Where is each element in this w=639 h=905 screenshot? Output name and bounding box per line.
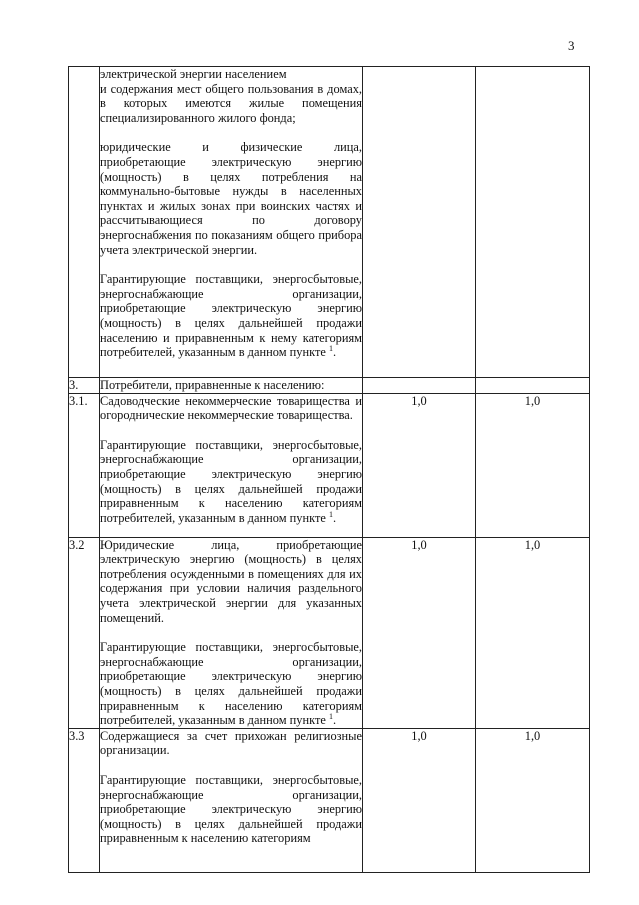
item-description <box>100 378 363 394</box>
description-paragraph <box>100 438 362 526</box>
item-number <box>69 67 100 378</box>
table-row <box>69 378 590 394</box>
coefficient-value-2: 1,0 <box>476 537 590 728</box>
paragraph-gap <box>100 257 362 272</box>
description-paragraph <box>100 140 362 257</box>
coefficient-value-2: 1,0 <box>476 393 590 537</box>
paragraph-tail: . <box>332 345 337 360</box>
coefficient-value-2 <box>476 378 590 394</box>
paragraph-gap <box>100 423 362 438</box>
coefficient-value-2 <box>476 67 590 378</box>
description-paragraph <box>100 272 362 360</box>
item-number: 3.2 <box>69 537 100 728</box>
coefficient-value-1: 1,0 <box>363 393 476 537</box>
coefficient-value-1 <box>363 67 476 378</box>
tariff-table <box>68 66 590 873</box>
paragraph-text: Гарантирующие поставщики, энергосбытовые, энергоснабжающие организации, приобретающие электрическую энергию (мощность) в целях дальнейшей продажи приравненным к населению категориям потребителей, указанным в данном пункте <box>100 437 362 525</box>
paragraph-text: Гарантирующие поставщики, энергосбытовые, энергоснабжающие организации, приобретающие электрическую энергию (мощность) в целях дальнейшей продажи приравненным к населению категориям потребителей, указанным в данном пункте <box>100 640 362 728</box>
description-paragraph <box>100 640 362 728</box>
item-description <box>100 393 363 537</box>
paragraph-gap <box>100 625 362 640</box>
coefficient-value-1: 1,0 <box>363 537 476 728</box>
footnote-marker: 1 <box>328 509 333 519</box>
description-paragraph <box>100 394 362 423</box>
table-row <box>69 393 590 537</box>
item-number: 3.1. <box>69 393 100 537</box>
table-body <box>69 67 590 873</box>
table-row <box>69 67 590 378</box>
description-paragraph <box>100 729 362 758</box>
paragraph-text: юридические и физические лица, приобретающие электрическую энергию (мощность) в целях потребления на коммунально-бытовые нужды в населенных пунктах и жилых зонах при воинских частях и рассчитывающиеся по договору энергоснабжения по показаниям общего прибора учета электрической энергии. <box>100 140 362 257</box>
paragraph-gap <box>100 125 362 140</box>
paragraph-tail: . <box>332 510 337 525</box>
item-description <box>100 537 363 728</box>
footnote-marker: 1 <box>328 712 333 722</box>
page-number: 3 <box>568 38 575 53</box>
item-description <box>100 67 363 378</box>
table-row <box>69 537 590 728</box>
description-paragraph <box>100 378 362 393</box>
paragraph-text: Гарантирующие поставщики, энергосбытовые, энергоснабжающие организации, приобретающие электрическую энергию (мощность) в целях дальнейшей продажи приравненным к населению категориям <box>100 772 362 846</box>
description-paragraph <box>100 67 362 125</box>
footnote-marker: 1 <box>328 344 333 354</box>
paragraph-text: электрической энергии населением и содержания мест общего пользования в домах, в которых имеются жилые помещения специализированного жилого фонда; <box>100 67 362 125</box>
coefficient-value-1 <box>363 378 476 394</box>
paragraph-text: Гарантирующие поставщики, энергосбытовые, энергоснабжающие организации, приобретающие электрическую энергию (мощность) в целях дальнейшей продажи населению и приравненным к нему категориям потребителей, указанным в данном пункте <box>100 272 362 360</box>
coefficient-value-2: 1,0 <box>476 728 590 872</box>
paragraph-text: Содержащиеся за счет прихожан религиозные организации. <box>100 728 362 758</box>
item-number: 3.3 <box>69 728 100 872</box>
paragraph-text: Садоводческие некоммерческие товарищества и огороднические некоммерческие товарищества. <box>100 393 362 423</box>
description-paragraph <box>100 773 362 846</box>
coefficient-value-1: 1,0 <box>363 728 476 872</box>
item-number: 3. <box>69 378 100 394</box>
item-description <box>100 728 363 872</box>
paragraph-text: Юридические лица, приобретающие электрическую энергию (мощность) в целях потребления осужденными в помещениях для их содержания при условии наличия раздельного учета электрической энергии для указанных помещений. <box>100 537 362 625</box>
paragraph-tail: . <box>332 713 337 728</box>
paragraph-text: Потребители, приравненные к населению: <box>100 378 325 392</box>
paragraph-gap <box>100 758 362 773</box>
description-paragraph <box>100 538 362 626</box>
table-row <box>69 728 590 872</box>
